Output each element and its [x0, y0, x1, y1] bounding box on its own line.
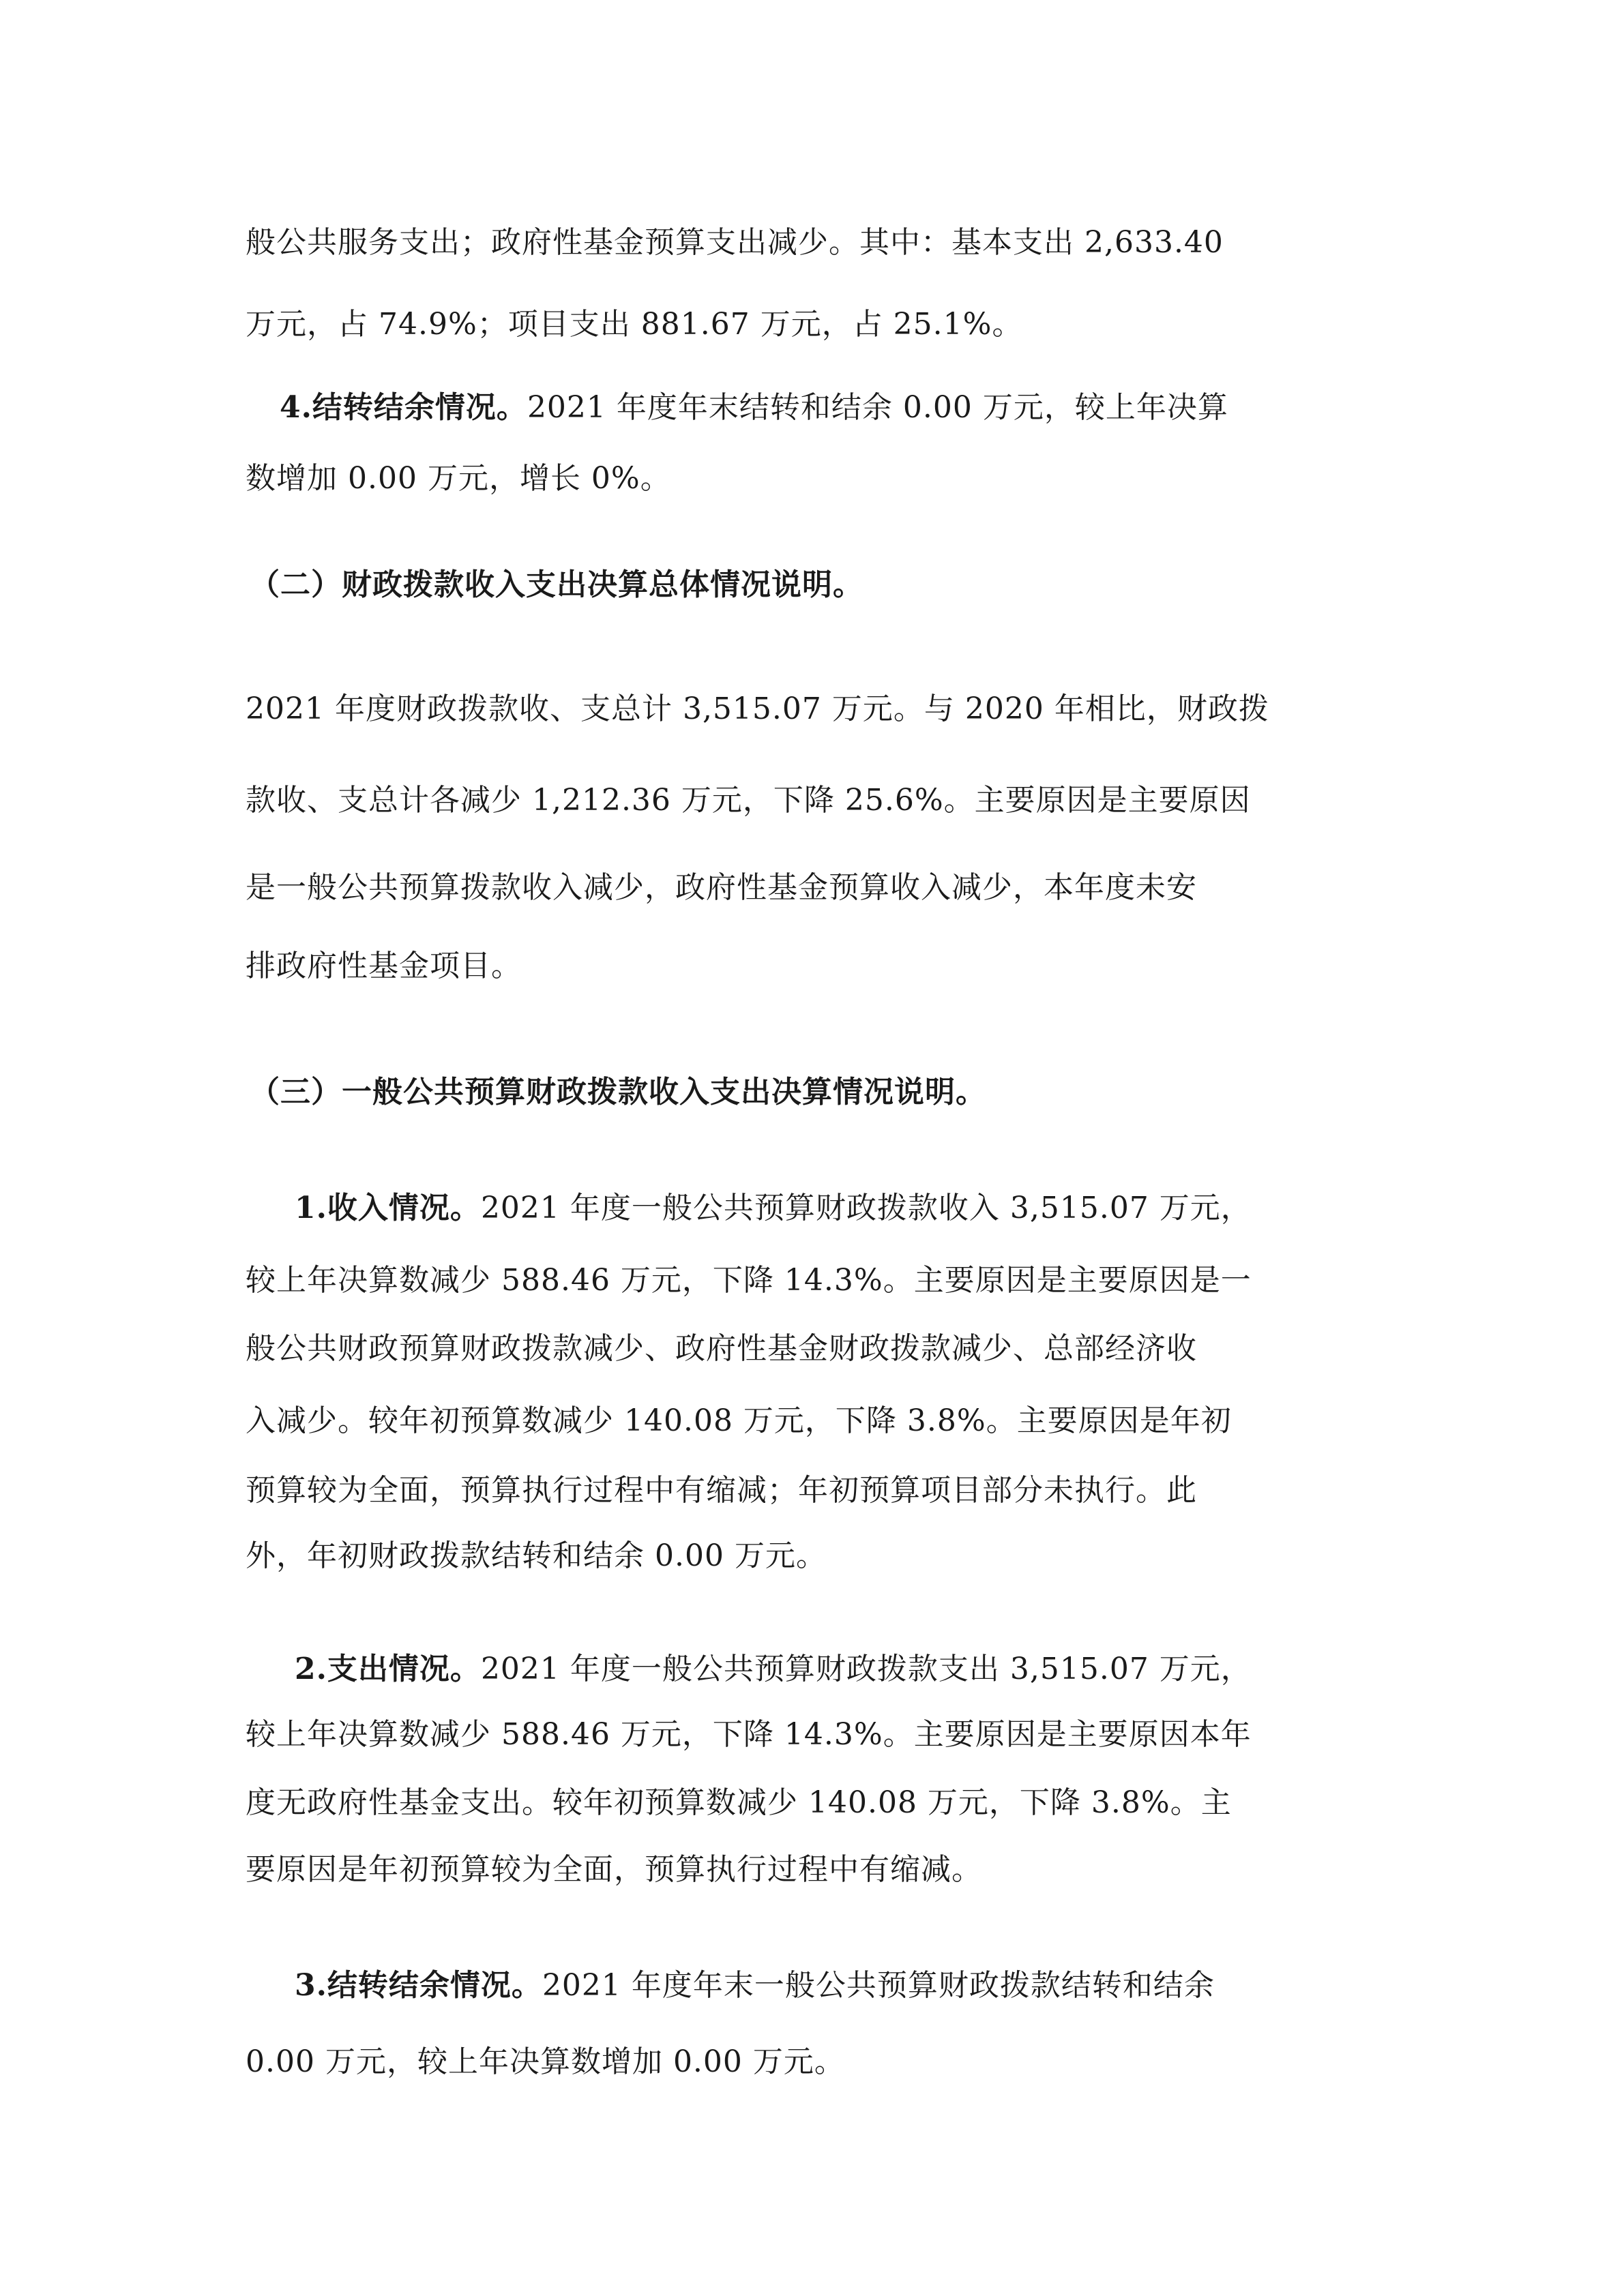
paragraph-line: 排政府性基金项目。 [246, 949, 522, 983]
paragraph-line: 较上年决算数减少 588.46 万元，下降 14.3%。主要原因是主要原因本年 [246, 1717, 1252, 1752]
paragraph-line: 万元，占 74.9%；项目支出 881.67 万元，占 25.1%。 [246, 307, 1023, 342]
paragraph-line: 要原因是年初预算较为全面，预算执行过程中有缩减。 [246, 1852, 982, 1887]
paragraph-line: 预算较为全面，预算执行过程中有缩减；年初预算项目部分未执行。此 [246, 1473, 1197, 1508]
item-heading: 2.支出情况。 [295, 1652, 481, 1686]
paragraph-line: 般公共服务支出；政府性基金预算支出减少。其中：基本支出 2,633.40 [246, 225, 1224, 260]
paragraph-line: 款收、支总计各减少 1,212.36 万元，下降 25.6%。主要原因是主要原因 [246, 783, 1251, 818]
paragraph-line [295, 1189, 1406, 1227]
section-heading: （三）一般公共预算财政拨款收入支出决算情况说明。 [250, 1075, 986, 1109]
paragraph-line [280, 389, 1391, 427]
paragraph-line: 般公共财政预算财政拨款减少、政府性基金财政拨款减少、总部经济收 [246, 1331, 1197, 1366]
paragraph-line: 较上年决算数减少 588.46 万元，下降 14.3%。主要原因是主要原因是一 [246, 1263, 1252, 1298]
paragraph-line: 是一般公共预算拨款收入减少，政府性基金预算收入减少，本年度未安 [246, 870, 1197, 905]
item-heading: 3.结转结余情况。 [295, 1968, 542, 2003]
item-heading: 1.收入情况。 [295, 1191, 481, 1225]
item-text: 2021 年度年末结转和结余 0.00 万元，较上年决算 [527, 390, 1228, 425]
item-text: 2021 年度年末一般公共预算财政拨款结转和结余 [542, 1968, 1215, 2003]
paragraph-line: 外，年初财政拨款结转和结余 0.00 万元。 [246, 1538, 827, 1573]
paragraph-line: 入减少。较年初预算数减少 140.08 万元，下降 3.8%。主要原因是年初 [246, 1403, 1232, 1438]
paragraph-line [295, 1650, 1406, 1688]
section-heading: （二）财政拨款收入支出决算总体情况说明。 [250, 567, 863, 602]
item-heading: 4.结转结余情况。 [280, 390, 527, 425]
paragraph-line [295, 1967, 1406, 2005]
paragraph-line: 度无政府性基金支出。较年初预算数减少 140.08 万元，下降 3.8%。主 [246, 1785, 1232, 1820]
paragraph-line: 2021 年度财政拨款收、支总计 3,515.07 万元。与 2020 年相比，财政拨 [246, 691, 1269, 726]
item-text: 2021 年度一般公共预算财政拨款收入 3,515.07 万元， [480, 1191, 1252, 1225]
paragraph-line: 数增加 0.00 万元，增长 0%。 [246, 461, 671, 496]
item-text: 2021 年度一般公共预算财政拨款支出 3,515.07 万元， [480, 1652, 1252, 1686]
paragraph-line: 0.00 万元，较上年决算数增加 0.00 万元。 [246, 2044, 845, 2079]
